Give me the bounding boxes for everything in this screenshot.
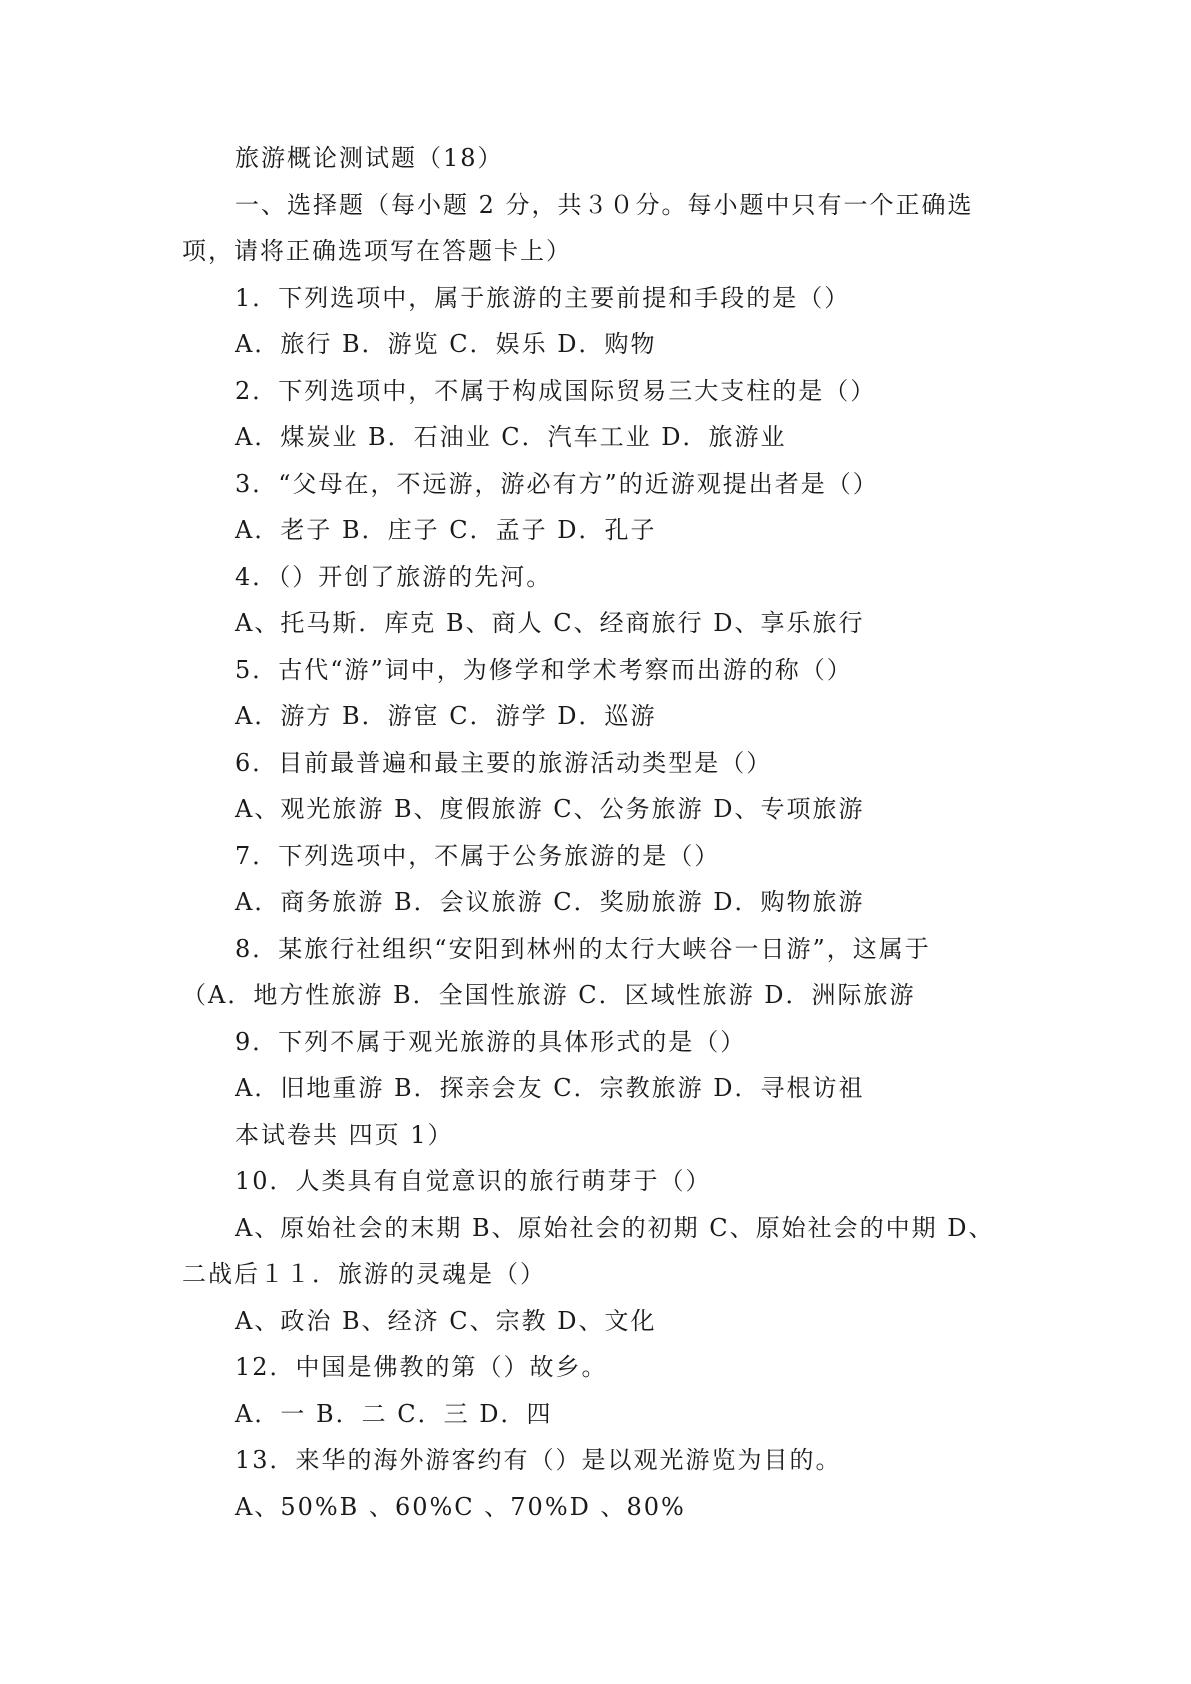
text-line: A、原始社会的末期 B、原始社会的初期 C、原始社会的中期 D、 [235, 1213, 995, 1242]
text-line: 8．某旅行社组织“安阳到林州的太行大峡谷一日游”，这属于 [235, 934, 931, 963]
text-line: 6．目前最普遍和最主要的旅游活动类型是（） [235, 748, 773, 777]
text-line: A．老子 B．庄子 C．孟子 D．孔子 [235, 516, 657, 544]
text-line: A．一 B．二 C．三 D．四 [235, 1399, 553, 1428]
text-line: A．游方 B．游宦 C．游学 D．巡游 [235, 702, 657, 730]
text-line: A、50%B 、60%C 、70%D 、80% [235, 1492, 686, 1521]
text-line: 13．来华的海外游客约有（）是以观光游览为目的。 [235, 1446, 842, 1474]
text-line: A．煤炭业 B．石油业 C．汽车工业 D．旅游业 [235, 423, 787, 451]
text-line: 9．下列不属于观光旅游的具体形式的是（） [235, 1027, 747, 1056]
text-line: A．商务旅游 B．会议旅游 C．奖励旅游 D．购物旅游 [235, 888, 865, 916]
text-line: A、托马斯．库克 B、商人 C、经商旅行 D、享乐旅行 [235, 609, 865, 637]
text-line: A、政治 B、经济 C、宗教 D、文化 [235, 1306, 657, 1335]
text-line: A．旧地重游 B．探亲会友 C．宗教旅游 D．寻根访祖 [235, 1074, 865, 1102]
text-line: 5．古代“游”词中，为修学和学术考察而出游的称（） [235, 655, 853, 684]
text-line: A．旅行 B．游览 C．娱乐 D．购物 [235, 330, 657, 358]
text-line: 项，请将正确选项写在答题卡上） [182, 237, 572, 265]
text-line: 4．（）开创了旅游的先河。 [235, 562, 553, 591]
text-line: 7．下列选项中，不属于公务旅游的是（） [235, 841, 721, 870]
text-line: A、观光旅游 B、度假旅游 C、公务旅游 D、专项旅游 [235, 795, 865, 823]
text-line: 2．下列选项中，不属于构成国际贸易三大支柱的是（） [235, 376, 877, 405]
text-line: 10．人类具有自觉意识的旅行萌芽于（） [235, 1167, 712, 1195]
text-line: （A．地方性旅游 B．全国性旅游 C．区域性旅游 D．洲际旅游 [182, 981, 916, 1009]
text-line: 3．“父母在，不远游，游必有方”的近游观提出者是（） [235, 469, 879, 498]
document-body [182, 135, 1012, 1530]
text-line: 1．下列选项中，属于旅游的主要前提和手段的是（） [235, 283, 851, 312]
text-line: 本试卷共 四页 1） [235, 1120, 454, 1149]
document-title: 旅游概论测试题（18） [235, 144, 504, 172]
text-line: 一、选择题（每小题 2 分，共３０分。每小题中只有一个正确选 [235, 190, 974, 219]
text-line: 二战后１１．旅游的灵魂是（） [182, 1260, 546, 1288]
text-line: 12．中国是佛教的第（）故乡。 [235, 1353, 608, 1381]
